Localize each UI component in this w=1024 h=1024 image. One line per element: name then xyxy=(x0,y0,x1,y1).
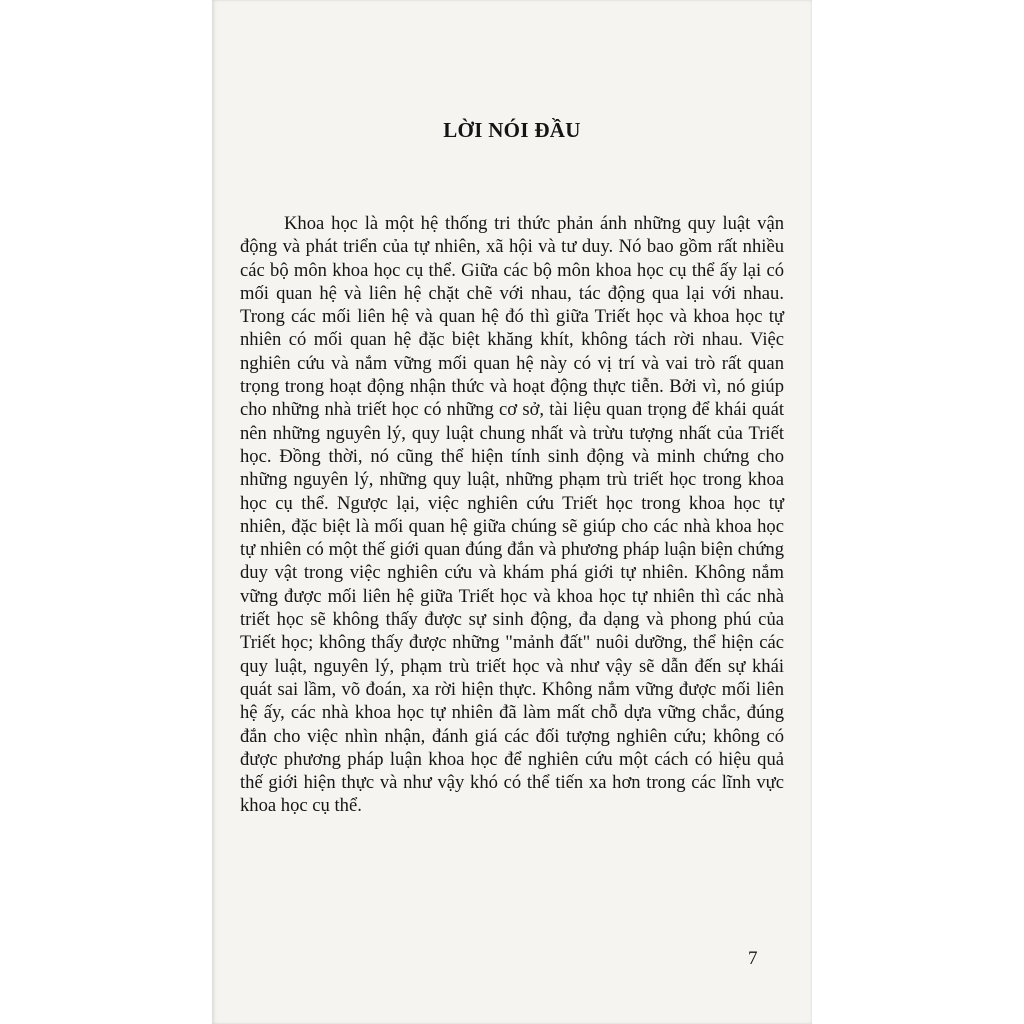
page-number: 7 xyxy=(748,948,758,969)
text-line: nhiên có mối quan hệ đặc biệt khăng khít, không tách rời nhau. Việc xyxy=(240,329,784,351)
text-line: động và phát triển của tự nhiên, xã hội và tư duy. Nó bao gồm rất nhiều xyxy=(240,236,784,258)
text-line: tự nhiên có một thế giới quan đúng đắn và phương pháp luận biện chứng xyxy=(240,539,784,561)
text-line: nghiên cứu và nắm vững mối quan hệ này có vị trí và vai trò rất quan xyxy=(240,352,784,374)
text-line: Khoa học là một hệ thống tri thức phản ánh những quy luật vận xyxy=(284,213,784,234)
page-title: LỜI NÓI ĐẦU xyxy=(443,118,581,142)
text-line: hệ ấy, các nhà khoa học tự nhiên đã làm mất chỗ dựa vững chắc, đúng xyxy=(240,702,784,724)
text-line: Trong các mối liên hệ và quan hệ đó thì giữa Triết học và khoa học tự xyxy=(240,306,784,328)
text-line: vững được mối liên hệ giữa Triết học và khoa học tự nhiên thì các nhà xyxy=(240,585,784,607)
text-line: nhiên, đặc biệt là mối quan hệ giữa chúng sẽ giúp cho các nhà khoa học xyxy=(240,515,784,537)
text-line: đắn cho việc nhìn nhận, đánh giá các đối tượng nghiên cứu; không có xyxy=(240,725,784,747)
text-line: khoa học cụ thể. xyxy=(240,795,362,817)
text-line: trọng trong hoạt động nhận thức và hoạt động thực tiễn. Bởi vì, nó giúp xyxy=(240,376,784,398)
text-line: các bộ môn khoa học cụ thể. Giữa các bộ môn khoa học cụ thể ấy lại có xyxy=(240,259,784,281)
text-line: mối quan hệ và liên hệ chặt chẽ với nhau, tác động qua lại với nhau. xyxy=(240,282,784,304)
text-line: thế giới hiện thực và như vậy khó có thể tiến xa hơn trong các lĩnh vực xyxy=(240,772,784,794)
text-line: học. Đồng thời, nó cũng thể hiện tính sinh động và minh chứng cho xyxy=(240,445,784,467)
text-line: quát sai lầm, võ đoán, xa rời hiện thực. Không nắm vững được mối liên xyxy=(240,678,784,700)
text-line: được phương pháp luận khoa học để nghiên cứu một cách có hiệu quả xyxy=(240,748,784,770)
text-line: duy vật trong việc nghiên cứu và khám phá giới tự nhiên. Không nắm xyxy=(240,562,784,584)
text-line: Triết học; không thấy được những "mảnh đất" nuôi dưỡng, thể hiện các xyxy=(240,632,784,654)
text-line: triết học sẽ không thấy được sự sinh động, đa dạng và phong phú của xyxy=(240,609,784,631)
text-line: nên những nguyên lý, quy luật chung nhất và trừu tượng nhất của Triết xyxy=(240,422,784,444)
body-text xyxy=(240,212,784,818)
text-line: quy luật, nguyên lý, phạm trù triết học và như vậy sẽ dẫn đến sự khái xyxy=(240,655,784,677)
text-line: những nguyên lý, những quy luật, những phạm trù triết học trong khoa xyxy=(240,469,784,491)
text-line: cho những nhà triết học có những cơ sở, tài liệu quan trọng để khái quát xyxy=(240,399,784,421)
text-line: học cụ thể. Ngược lại, việc nghiên cứu Triết học trong khoa học tự xyxy=(240,492,784,514)
